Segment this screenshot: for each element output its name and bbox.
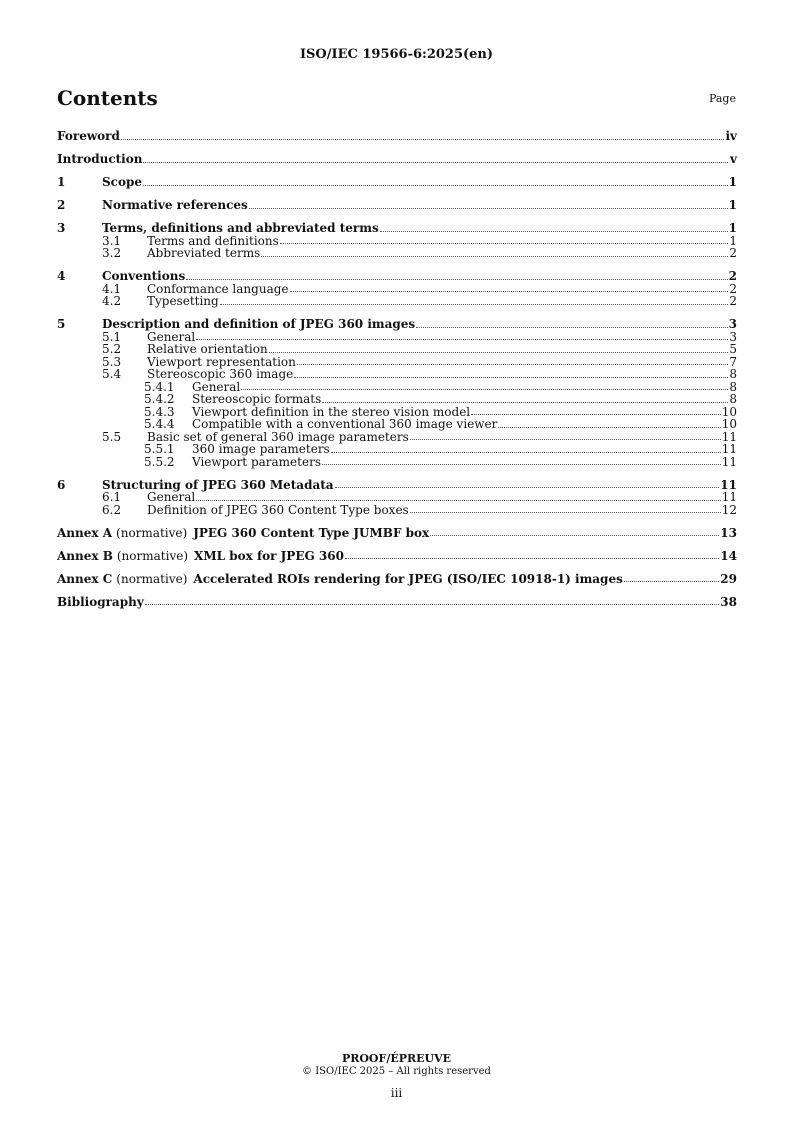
toc-leader-dots bbox=[196, 500, 720, 501]
toc-entry-title: Terms and definitions bbox=[147, 233, 279, 248]
toc-entry-number: 1 bbox=[57, 175, 66, 189]
toc-entry-title: Scope bbox=[102, 175, 143, 189]
toc-entry-page: 8 bbox=[729, 392, 737, 406]
toc-entry-title: Accelerated ROIs rendering for JPEG (ISO/IEC 10918-1) images bbox=[193, 571, 623, 586]
toc-leader-dots bbox=[145, 604, 720, 605]
toc-leader-dots bbox=[280, 243, 728, 244]
toc-entry-number: 5.1 bbox=[102, 329, 122, 344]
toc-leader-dots bbox=[498, 427, 720, 428]
toc-annex-label: Annex A bbox=[57, 525, 113, 540]
toc-entry-number: 5.3 bbox=[102, 354, 122, 369]
toc-leader-dots bbox=[297, 364, 728, 365]
toc-annex-kind: (normative) bbox=[116, 548, 189, 563]
contents-heading: Contents bbox=[57, 86, 158, 110]
toc-entry[interactable] bbox=[57, 343, 737, 356]
toc-entry-title: Description and definition of JPEG 360 images bbox=[102, 317, 416, 331]
toc-entry-page: 2 bbox=[728, 269, 737, 283]
toc-entry[interactable] bbox=[57, 130, 737, 143]
toc-entry-title: Terms, definitions and abbreviated terms bbox=[102, 221, 379, 235]
toc-entry-number: 2 bbox=[57, 198, 66, 212]
toc-entry-number: 4 bbox=[57, 269, 66, 283]
copyright-notice: © ISO/IEC 2025 – All rights reserved bbox=[302, 1066, 491, 1077]
toc-entry-page: 1 bbox=[728, 198, 737, 212]
toc-entry-page: 3 bbox=[728, 317, 737, 331]
toc-leader-dots bbox=[249, 208, 728, 209]
toc-entry-page: 1 bbox=[728, 175, 737, 189]
toc-entry-page: v bbox=[730, 152, 737, 166]
toc-entry-number: 4.1 bbox=[102, 281, 122, 296]
toc-entry-title: Abbreviated terms bbox=[147, 246, 261, 260]
toc-entry[interactable] bbox=[57, 199, 737, 212]
toc-leader-dots bbox=[143, 162, 728, 163]
toc-entry-number: 5.4.1 bbox=[144, 379, 175, 394]
toc-leader-dots bbox=[380, 231, 728, 232]
toc-entry-page: 38 bbox=[720, 594, 737, 609]
toc-leader-dots bbox=[331, 452, 721, 453]
toc-leader-dots bbox=[345, 558, 719, 559]
toc-entry-number: 4.2 bbox=[102, 294, 122, 308]
toc-entry-page: 3 bbox=[729, 329, 737, 344]
toc-entry[interactable] bbox=[57, 222, 737, 235]
toc-leader-dots bbox=[294, 377, 728, 378]
toc-entry-page: 7 bbox=[729, 354, 737, 369]
toc-entry[interactable] bbox=[57, 596, 737, 609]
toc-entry-title: Stereoscopic 360 image bbox=[147, 367, 294, 381]
toc-entry-title: Viewport parameters bbox=[192, 454, 321, 469]
toc-annex-label: Annex C bbox=[57, 571, 113, 586]
toc-entry[interactable] bbox=[57, 176, 737, 189]
toc-entry-title: Compatible with a conventional 360 image viewer bbox=[192, 417, 498, 431]
toc-leader-dots bbox=[624, 581, 719, 582]
toc-entry-number: 5.5.2 bbox=[144, 454, 175, 469]
toc-entry-number: 5.4.2 bbox=[144, 392, 175, 406]
toc-entry-title: Normative references bbox=[102, 198, 248, 212]
toc-leader-dots bbox=[121, 139, 725, 140]
toc-entry-page: 8 bbox=[729, 379, 737, 394]
toc-entry-number: 5.4.3 bbox=[144, 404, 175, 419]
toc-entry-title: Structuring of JPEG 360 Metadata bbox=[102, 477, 334, 492]
toc-entry-title: Conventions bbox=[102, 269, 186, 283]
toc-entry-page: 1 bbox=[729, 233, 737, 248]
toc-leader-dots bbox=[335, 487, 720, 488]
page-number: iii bbox=[390, 1086, 403, 1100]
toc-entry[interactable] bbox=[57, 418, 737, 431]
toc-entry-title: Viewport definition in the stereo vision model bbox=[192, 404, 471, 419]
toc-entry-page: iv bbox=[725, 129, 737, 143]
toc-entry-page: 29 bbox=[720, 571, 737, 586]
page-column-label: Page bbox=[708, 92, 736, 105]
toc-entry-title: Definition of JPEG 360 Content Type boxes bbox=[147, 502, 409, 517]
toc-entry[interactable] bbox=[57, 527, 737, 540]
toc-entry[interactable] bbox=[57, 295, 737, 308]
toc-entry[interactable] bbox=[57, 318, 737, 331]
toc-annex-kind: (normative) bbox=[116, 525, 188, 540]
toc-leader-dots bbox=[322, 402, 728, 403]
toc-entry-number: 3 bbox=[57, 221, 66, 235]
toc-entry-page: 2 bbox=[729, 294, 737, 308]
toc-entry-number: 5.5.1 bbox=[144, 442, 175, 456]
toc-annex-label: Annex B bbox=[57, 548, 113, 563]
toc-entry-page: 8 bbox=[729, 367, 737, 381]
toc-entry-page: 14 bbox=[720, 548, 737, 563]
toc-entry-title: Viewport representation bbox=[147, 354, 296, 369]
toc-entry-number: 5.5 bbox=[102, 429, 122, 444]
toc-entry[interactable] bbox=[57, 393, 737, 406]
toc-entry-page: 11 bbox=[721, 454, 737, 469]
toc-entry-title: Bibliography bbox=[57, 594, 144, 609]
toc-entry[interactable] bbox=[57, 270, 737, 283]
toc-leader-dots bbox=[290, 291, 728, 292]
toc-entry[interactable] bbox=[57, 573, 737, 586]
toc-leader-dots bbox=[322, 464, 721, 465]
toc-entry-page: 5 bbox=[729, 342, 737, 356]
toc-entry-title: Conformance language bbox=[147, 281, 289, 296]
toc-entry-title: Relative orientation bbox=[147, 342, 268, 356]
toc-entry-number: 6.1 bbox=[102, 490, 122, 504]
toc-entry-number: 6 bbox=[57, 477, 66, 492]
proof-label: PROOF/ÉPREUVE bbox=[341, 1052, 452, 1065]
toc-entry-title: General bbox=[192, 379, 241, 394]
toc-entry-page: 11 bbox=[721, 429, 737, 444]
toc-entry-title: General bbox=[147, 329, 196, 344]
toc-annex-kind: (normative) bbox=[116, 571, 188, 586]
toc-entry-page: 10 bbox=[721, 404, 737, 419]
toc-entry[interactable] bbox=[57, 504, 737, 517]
toc-entry-number: 5.4 bbox=[102, 367, 122, 381]
toc-leader-dots bbox=[430, 535, 719, 536]
toc-leader-dots bbox=[186, 279, 727, 280]
toc-entry-title: XML box for JPEG 360 bbox=[194, 548, 344, 563]
toc-entry-page: 13 bbox=[720, 525, 737, 540]
toc-entry[interactable] bbox=[57, 153, 737, 166]
toc-entry-title: Introduction bbox=[57, 152, 143, 166]
toc-leader-dots bbox=[220, 304, 728, 305]
toc-entry[interactable] bbox=[57, 456, 737, 469]
toc-entry-title: Basic set of general 360 image parameters bbox=[147, 429, 409, 444]
toc-entry-title: 360 image parameters bbox=[192, 442, 330, 456]
toc-leader-dots bbox=[471, 414, 721, 415]
toc-leader-dots bbox=[143, 185, 728, 186]
toc-entry-page: 10 bbox=[721, 417, 737, 431]
toc-entry-number: 3.1 bbox=[102, 233, 122, 248]
toc-entry[interactable] bbox=[57, 443, 737, 456]
toc-entry-title: Foreword bbox=[57, 129, 120, 143]
toc-entry-number: 5.4.4 bbox=[144, 417, 175, 431]
document-identifier: ISO/IEC 19566-6:2025(en) bbox=[299, 47, 494, 62]
toc-leader-dots bbox=[410, 512, 721, 513]
toc-leader-dots bbox=[241, 389, 728, 390]
toc-entry-number: 6.2 bbox=[102, 502, 122, 517]
toc-entry-title: Stereoscopic formats bbox=[192, 392, 322, 406]
toc-leader-dots bbox=[269, 352, 728, 353]
toc-entry-page: 11 bbox=[721, 490, 737, 504]
toc-entry-title: Typesetting bbox=[147, 294, 219, 308]
toc-entry-page: 1 bbox=[728, 221, 737, 235]
toc-entry-page: 2 bbox=[729, 281, 737, 296]
toc-entry-number: 5.2 bbox=[102, 342, 122, 356]
toc-entry-page: 2 bbox=[729, 246, 737, 260]
toc-leader-dots bbox=[196, 339, 728, 340]
toc-entry[interactable] bbox=[57, 491, 737, 504]
table-of-contents bbox=[57, 130, 737, 608]
toc-entry-title: JPEG 360 Content Type JUMBF box bbox=[193, 525, 430, 540]
toc-entry[interactable] bbox=[57, 247, 737, 260]
toc-entry-page: 11 bbox=[721, 442, 737, 456]
toc-entry-title: General bbox=[147, 490, 196, 504]
toc-entry-number: 3.2 bbox=[102, 246, 122, 260]
toc-leader-dots bbox=[410, 439, 721, 440]
toc-entry-page: 12 bbox=[721, 502, 737, 517]
toc-entry[interactable] bbox=[57, 550, 737, 563]
toc-entry[interactable] bbox=[57, 368, 737, 381]
toc-leader-dots bbox=[261, 256, 728, 257]
toc-leader-dots bbox=[416, 327, 727, 328]
toc-entry-page: 11 bbox=[720, 477, 737, 492]
toc-entry-number: 5 bbox=[57, 317, 66, 331]
